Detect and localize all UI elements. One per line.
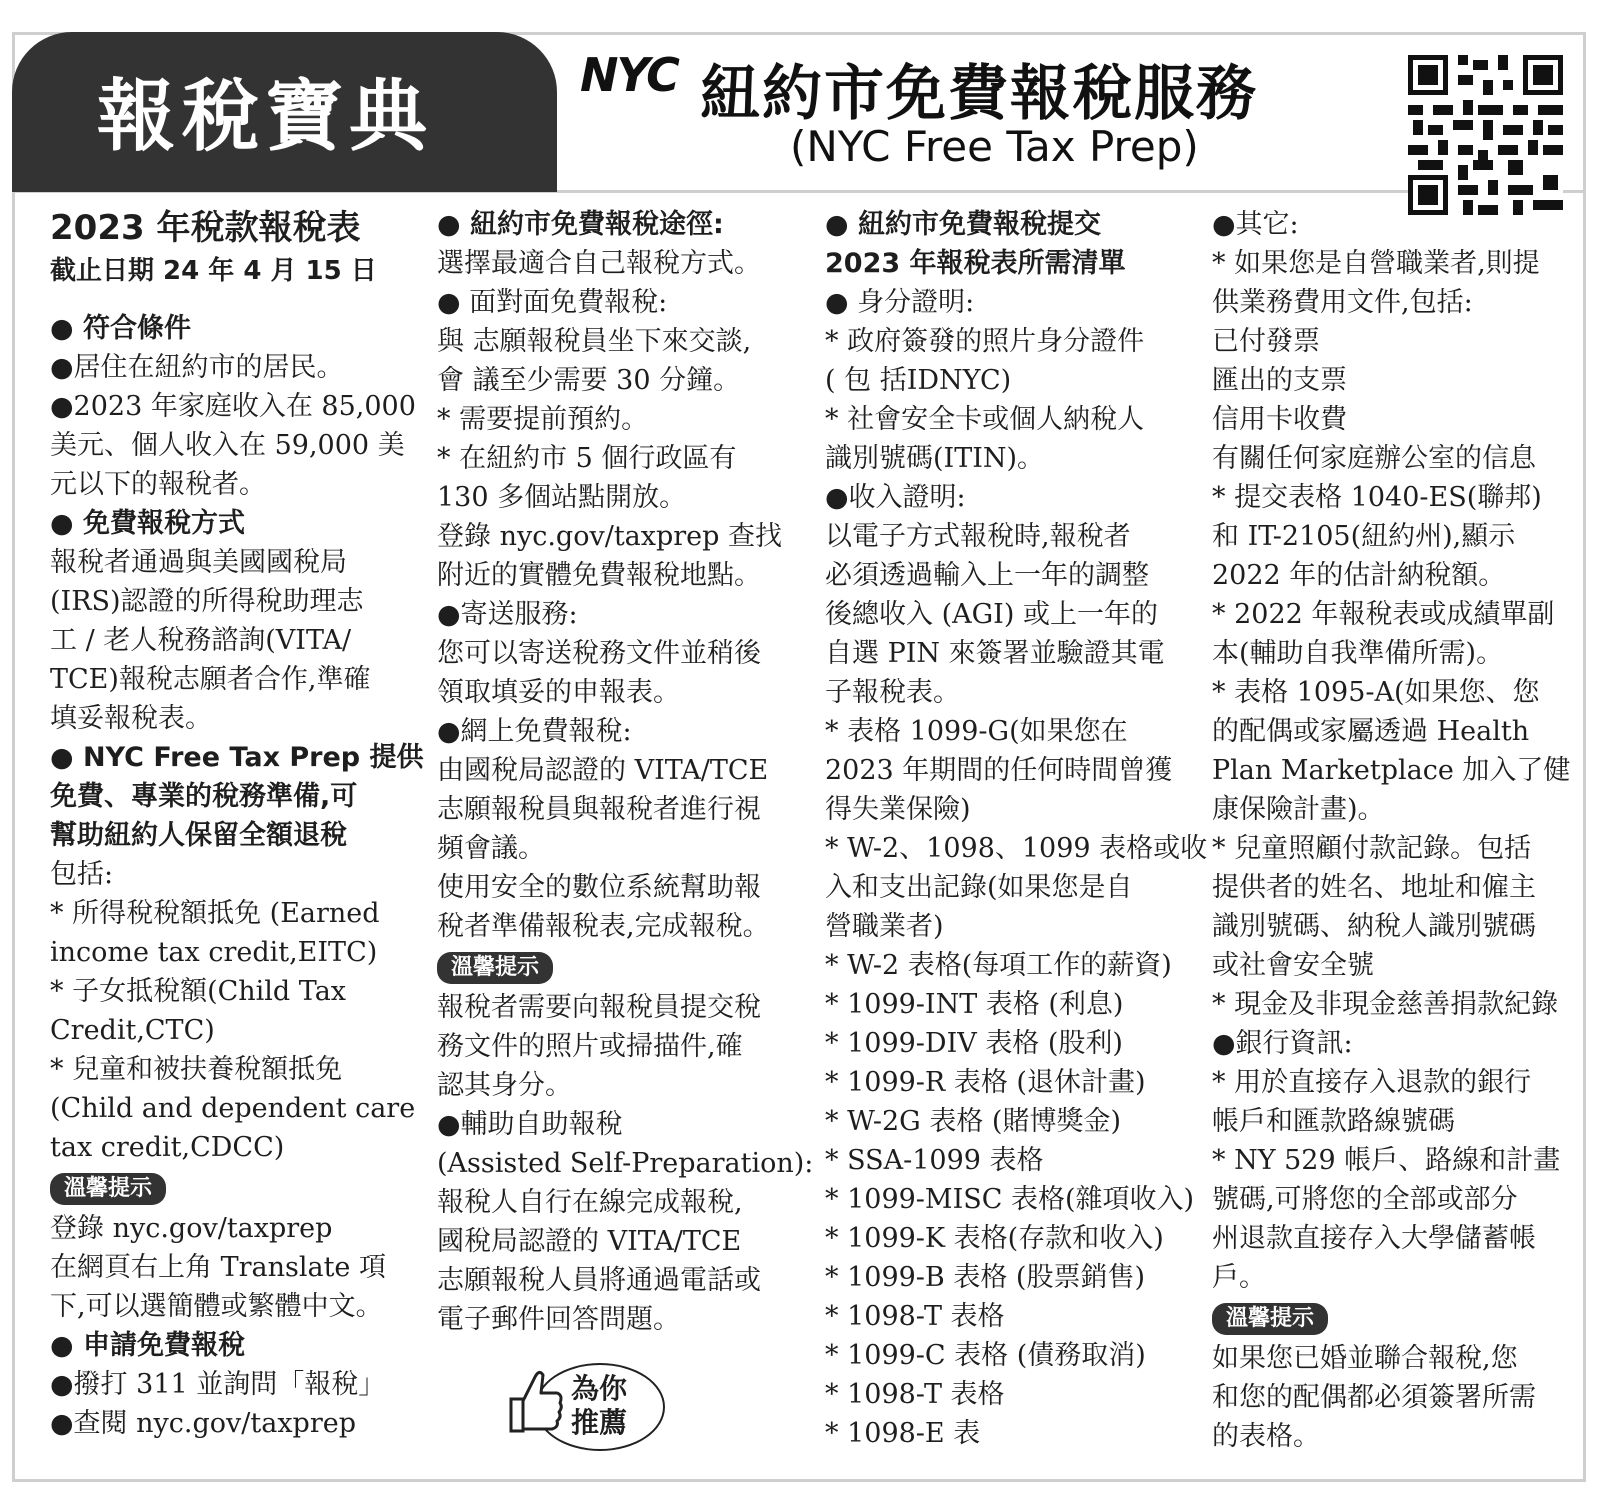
checklist-line: * 政府簽發的照片身分證件 (825, 326, 1145, 357)
other-line: 如果您已婚並聯合報稅,您 (1212, 1343, 1518, 1374)
other-line: 提供者的姓名、地址和僱主 (1212, 872, 1536, 903)
column-eligibility (50, 205, 424, 1443)
checklist-line: 自選 PIN 來簽署並驗證其電 (825, 638, 1165, 669)
apply-line: ●撥打 311 並詢問「報稅」 (50, 1369, 386, 1400)
other-line: 康保險計畫)。 (1212, 794, 1385, 825)
checklist-line: * 1099-MISC 表格(雜項收入) (825, 1184, 1195, 1215)
other-line: 匯出的支票 (1212, 365, 1347, 396)
channels-line: 志願報稅人員將通過電話或 (437, 1265, 761, 1296)
checklist-line: 得失業保險) (825, 794, 971, 825)
service-line: 包括: (50, 859, 114, 890)
qr-code-icon[interactable] (1408, 55, 1563, 215)
other-line: 州退款直接存入大學儲蓄帳 (1212, 1223, 1536, 1254)
other-line: 的配偶或家屬透過 Health (1212, 716, 1530, 747)
checklist-line: * W-2G 表格 (賭博獎金) (825, 1106, 1121, 1137)
other-line: 的表格。 (1212, 1421, 1320, 1452)
checklist-line: * 1099-K 表格(存款和收入) (825, 1223, 1164, 1254)
service-heading: ● NYC Free Tax Prep 提供 (50, 742, 424, 773)
channels-line: 與 志願報稅員坐下來交談, (437, 326, 752, 357)
other-line: ●其它: (1212, 209, 1299, 240)
other-line: 供業務費用文件,包括: (1212, 287, 1473, 318)
eligibility-line: ●2023 年家庭收入在 85,000 (50, 391, 416, 422)
checklist-heading: ● 紐約市免費報稅提交 (825, 209, 1101, 240)
other-line: 2022 年的估計納稅額。 (1212, 560, 1506, 591)
other-line: * 提交表格 1040-ES(聯邦) (1212, 482, 1542, 513)
other-line: * NY 529 帳戶、路線和計畫 (1212, 1145, 1561, 1176)
checklist-line: 必須透過輸入上一年的調整 (825, 560, 1149, 591)
checklist-line: * 1099-C 表格 (債務取消) (825, 1340, 1146, 1371)
service-heading: 免費、專業的稅務準備,可 (50, 781, 358, 812)
other-line: * 用於直接存入退款的銀行 (1212, 1067, 1532, 1098)
channels-line: 電子郵件回答問題。 (437, 1304, 680, 1335)
method-line: 工 / 老人稅務諮詢(VITA/ (50, 625, 352, 656)
tip-badge: 溫馨提示 (50, 1173, 166, 1205)
checklist-line: 營職業者) (825, 911, 944, 942)
channels-line: 稅者準備報稅表,完成報稅。 (437, 911, 770, 942)
tip-badge: 溫馨提示 (1212, 1303, 1328, 1335)
channels-line: ●網上免費報稅: (437, 716, 632, 747)
badge-text: 為你 (571, 1372, 628, 1405)
channels-heading: ● 紐約市免費報稅途徑: (437, 209, 724, 240)
checklist-line: * W-2 表格(每項工作的薪資) (825, 950, 1172, 981)
channels-line: * 需要提前預約。 (437, 404, 649, 435)
method-line: (IRS)認證的所得稅助理志 (50, 586, 364, 617)
other-line: 信用卡收費 (1212, 404, 1347, 435)
checklist-line: 後總收入 (AGI) 或上一年的 (825, 599, 1158, 630)
checklist-line: 2023 年期間的任何時間曾獲 (825, 755, 1173, 786)
service-line: * 兒童和被扶養稅額抵免 (50, 1054, 343, 1085)
column-checklist (825, 205, 1208, 1453)
channels-line: 國稅局認證的 VITA/TCE (437, 1226, 742, 1257)
other-line: 已付發票 (1212, 326, 1320, 357)
checklist-line: 子報稅表。 (825, 677, 960, 708)
eligibility-heading: ● 符合條件 (50, 313, 191, 344)
apply-line: ●查閱 nyc.gov/taxprep (50, 1408, 357, 1439)
channels-line: ●輔助自助報稅 (437, 1109, 623, 1140)
apply-heading: ● 申請免費報稅 (50, 1330, 245, 1361)
other-line: Plan Marketplace 加入了健 (1212, 755, 1571, 786)
page-title: 紐約市免費報稅服務 (700, 59, 1258, 129)
method-line: 填妥報稅表。 (50, 703, 212, 734)
service-line: * 子女抵稅額(Child Tax (50, 976, 347, 1007)
channels-line: 頻會議。 (437, 833, 545, 864)
other-line: * 如果您是自營職業者,則提 (1212, 248, 1540, 279)
checklist-line: * W-2、1098、1099 表格或收 (825, 833, 1208, 864)
checklist-line: * 社會安全卡或個人納稅人 (825, 404, 1145, 435)
other-line: * 表格 1095-A(如果您、您 (1212, 677, 1540, 708)
form-title: 2023 年稅款報稅表 (50, 208, 361, 248)
checklist-line: * 1099-INT 表格 (利息) (825, 989, 1124, 1020)
eligibility-line: 美元、個人收入在 59,000 美 (50, 430, 405, 461)
channels-line: ● 面對面免費報稅: (437, 287, 668, 318)
channels-line: 領取填妥的申報表。 (437, 677, 680, 708)
nyc-logo: NYC (580, 48, 678, 102)
page-subtitle: (NYC Free Tax Prep) (790, 122, 1199, 171)
checklist-line: * SSA-1099 表格 (825, 1145, 1044, 1176)
channels-line: 報稅者需要向報稅員提交稅 (437, 992, 761, 1023)
method-line: 報稅者通過與美國國稅局 (50, 547, 347, 578)
checklist-line: * 1098-T 表格 (825, 1379, 1005, 1410)
checklist-line: 入和支出記錄(如果您是自 (825, 872, 1133, 903)
column-other (1212, 205, 1571, 1456)
channels-line: 登錄 nyc.gov/taxprep 查找 (437, 521, 783, 552)
channels-line: 會 議至少需要 30 分鐘。 (437, 365, 741, 396)
checklist-line: * 1098-T 表格 (825, 1301, 1005, 1332)
checklist-line: * 1099-DIV 表格 (股利) (825, 1028, 1123, 1059)
channels-line: 由國稅局認證的 VITA/TCE (437, 755, 769, 786)
channels-line: 報稅人自行在線完成報稅, (437, 1187, 743, 1218)
channels-line: 志願報稅員與報稅者進行視 (437, 794, 761, 825)
service-line: income tax credit,EITC) (50, 937, 378, 968)
other-line: * 兒童照顧付款記錄。包括 (1212, 833, 1532, 864)
checklist-heading: 2023 年報稅表所需清單 (825, 248, 1126, 279)
checklist-line: 以電子方式報稅時,報稅者 (825, 521, 1131, 552)
other-line: 號碼,可將您的全部或部分 (1212, 1184, 1518, 1215)
checklist-line: * 1099-B 表格 (股票銷售) (825, 1262, 1145, 1293)
other-line: ●銀行資訊: (1212, 1028, 1353, 1059)
channels-line: ●寄送服務: (437, 599, 578, 630)
other-line: 和您的配偶都必須簽署所需 (1212, 1382, 1536, 1413)
other-line: * 2022 年報稅表或成績單副 (1212, 599, 1555, 630)
header-tab (12, 32, 557, 192)
other-line: 本(輔助自我準備所需)。 (1212, 638, 1504, 669)
checklist-line: 識別號碼(ITIN)。 (825, 443, 1045, 474)
brand-title: 報稅寶典 (97, 72, 434, 162)
checklist-line: ●收入證明: (825, 482, 966, 513)
tip-line: 下,可以選簡體或繁體中文。 (50, 1291, 383, 1322)
checklist-line: * 1098-E 表 (825, 1418, 981, 1449)
checklist-line: * 1099-R 表格 (退休計畫) (825, 1067, 1146, 1098)
top-border (557, 32, 1586, 35)
column-channels (437, 205, 814, 1339)
tip-line: 在網頁右上角 Translate 項 (50, 1252, 386, 1283)
thumbs-up-icon (505, 1367, 565, 1437)
channels-line: 認其身分。 (437, 1070, 572, 1101)
other-line: 戶。 (1212, 1262, 1266, 1293)
service-line: * 所得稅稅額抵免 (Earned (50, 898, 380, 929)
eligibility-line: ●居住在紐約市的居民。 (50, 352, 344, 383)
channels-line: 130 多個站點開放。 (437, 482, 687, 513)
service-line: (Child and dependent care (50, 1093, 416, 1124)
checklist-line: ( 包 括IDNYC) (825, 365, 1012, 396)
method-line: TCE)報稅志願者合作,準確 (50, 664, 371, 695)
other-line: 識別號碼、納稅人識別號碼 (1212, 911, 1536, 942)
method-heading: ● 免費報稅方式 (50, 508, 245, 539)
eligibility-line: 元以下的報稅者。 (50, 469, 266, 500)
channels-line: 務文件的照片或掃描件,確 (437, 1031, 743, 1062)
tip-line: 登錄 nyc.gov/taxprep (50, 1213, 333, 1244)
checklist-line: ● 身分證明: (825, 287, 975, 318)
channels-line: (Assisted Self-Preparation): (437, 1148, 814, 1179)
service-line: tax credit,CDCC) (50, 1132, 285, 1163)
channels-line: * 在紐約市 5 個行政區有 (437, 443, 737, 474)
checklist-line: * 表格 1099-G(如果您在 (825, 716, 1128, 747)
badge-text: 推薦 (571, 1406, 628, 1439)
tip-badge: 溫馨提示 (437, 952, 553, 984)
channels-line: 附近的實體免費報稅地點。 (437, 560, 761, 591)
recommend-badge (505, 1363, 665, 1453)
channels-line: 選擇最適合自己報稅方式。 (437, 248, 761, 279)
other-line: 有關任何家庭辦公室的信息 (1212, 443, 1536, 474)
service-heading: 幫助紐約人保留全額退稅 (50, 820, 347, 851)
other-line: 和 IT-2105(紐約州),顯示 (1212, 521, 1516, 552)
other-line: * 現金及非現金慈善捐款紀錄 (1212, 989, 1559, 1020)
other-line: 或社會安全號 (1212, 950, 1374, 981)
service-line: Credit,CTC) (50, 1015, 215, 1046)
deadline: 截止日期 24 年 4 月 15 日 (50, 256, 377, 286)
channels-line: 使用安全的數位系統幫助報 (437, 872, 761, 903)
channels-line: 您可以寄送稅務文件並稍後 (437, 638, 761, 669)
other-line: 帳戶和匯款路線號碼 (1212, 1106, 1455, 1137)
